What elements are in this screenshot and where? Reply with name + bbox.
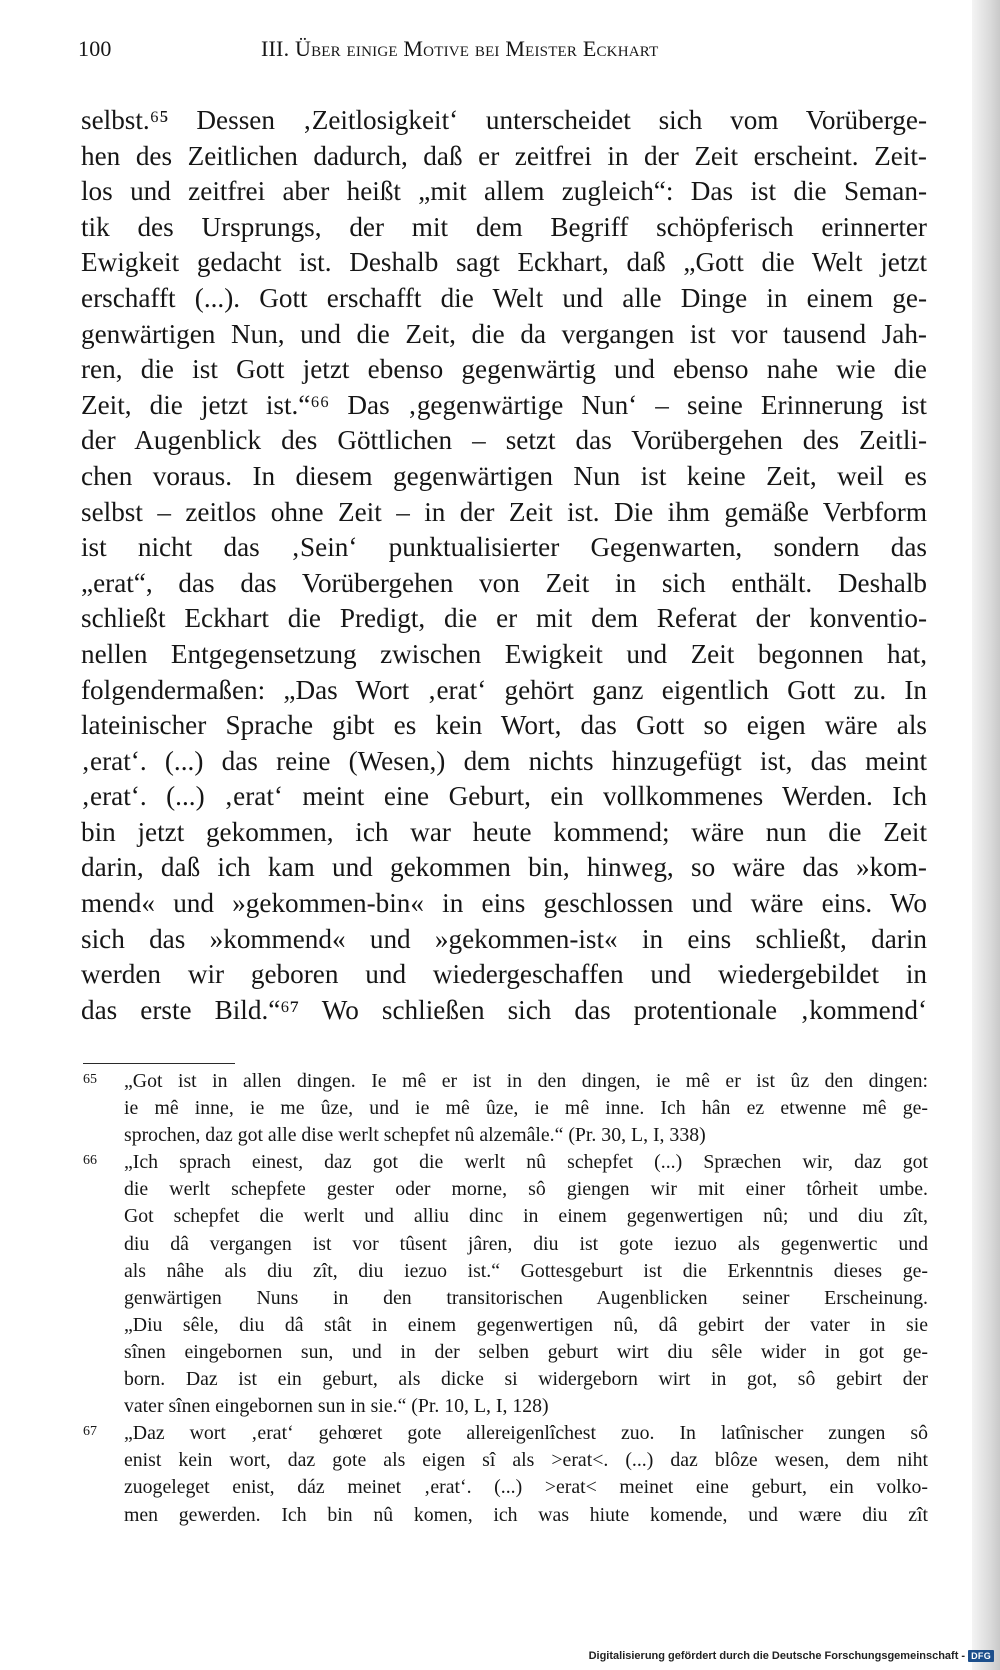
footnote xyxy=(83,1068,928,1149)
footnote-number: 65 xyxy=(83,1072,97,1087)
footnote-line: „Ich sprach einest, daz got die werlt nû schepfet (...) Spræchen wir, daz got xyxy=(124,1151,928,1174)
text-line: ist nicht das ‚Sein‘ punktualisierter Gegenwarten, sondern das xyxy=(81,532,927,563)
text-line: Ewigkeit gedacht ist. Deshalb sagt Eckhart, daß „Gott die Welt jetzt xyxy=(81,247,927,278)
text-line: chen voraus. In diesem gegenwärtigen Nun ist keine Zeit, weil es xyxy=(81,460,927,491)
text-line: hen des Zeitlichen dadurch, daß er zeitfrei in der Zeit erscheint. Zeit- xyxy=(81,140,927,171)
dfg-logo: DFG xyxy=(968,1650,994,1662)
text-line: ‚erat‘. (...) ‚erat‘ meint eine Geburt, ein vollkommenes Werden. Ich xyxy=(81,781,927,812)
footnotes xyxy=(83,1068,928,1529)
text-line: „erat“, das das Vorübergehen von Zeit in sich enthält. Deshalb xyxy=(81,567,927,598)
text-line: ‚erat‘. (...) das reine (Wesen,) dem nichts hinzugefügt ist, das meint xyxy=(81,745,927,776)
footnote-line: diu dâ vergangen ist vor tûsent jâren, diu ist gote iezuo als gegenwertic und xyxy=(124,1232,928,1255)
text-line: tik des Ursprungs, der mit dem Begriff schöpferisch erinnerter xyxy=(81,211,927,242)
footnote-line: genwärtigen Nuns in den transitorischen Augenblicken seiner Erscheinung. xyxy=(124,1286,928,1309)
footnote-line: sprochen, daz got alle dise werlt schepfet nû alzemâle.“ (Pr. 30, L, I, 338) xyxy=(124,1124,706,1147)
running-head: III. Über einige Motive bei Meister Eckhart xyxy=(261,36,659,61)
footnote-line: ie mê inne, ie me ûze, und ie mê ûze, ie mê inne. Ich hân ez etwenne mê ge- xyxy=(124,1097,928,1120)
footnote-line: men gewerden. Ich bin nû komen, ich was hiute komende, und wære diu zît xyxy=(124,1503,928,1526)
text-line: los und zeitfrei aber heißt „mit allem zugleich“: Das ist die Seman- xyxy=(81,176,927,207)
main-text xyxy=(81,103,927,1028)
text-line: Zeit, die jetzt ist.“⁶⁶ Das ‚gegenwärtige Nun‘ – seine Erinnerung ist xyxy=(81,389,927,420)
text-line: schließt Eckhart die Predigt, die er mit dem Referat der konventio- xyxy=(81,603,927,634)
text-line: genwärtigen Nun, und die Zeit, die da vergangen ist vor tausend Jah- xyxy=(81,318,927,349)
digitization-credit xyxy=(589,1650,994,1662)
page-edge-shadow xyxy=(972,0,1000,1670)
footnote xyxy=(83,1149,928,1420)
text-line: mend« und »gekommen-bin« in eins geschlossen und wäre eins. Wo xyxy=(81,888,927,919)
footnote-divider xyxy=(83,1063,235,1064)
footnote-number: 67 xyxy=(83,1424,97,1440)
page-number: 100 xyxy=(78,36,112,61)
footnote-line: als nâhe als diu zît, diu iezuo ist.“ Gottesgeburt ist die Erkenntnis dieses ge- xyxy=(124,1259,928,1282)
footnote-line: „Daz wort ‚erat‘ gehœret gote allereigenlîchest zuo. In latînischer zungen sô xyxy=(124,1422,928,1445)
text-line: folgendermaßen: „Das Wort ‚erat‘ gehört ganz eigentlich Gott zu. In xyxy=(81,674,927,705)
credit-text: Digitalisierung gefördert durch die Deutsche Forschungsgemeinschaft - xyxy=(588,1650,966,1662)
footnote-line: vater sînen eingebornen sun in sie.“ (Pr. 10, L, I, 128) xyxy=(124,1395,549,1418)
text-line: erschafft (...). Gott erschafft die Welt und alle Dinge in einem ge- xyxy=(81,282,927,313)
text-line: ren, die ist Gott jetzt ebenso gegenwärtig und ebenso nahe wie die xyxy=(81,354,927,385)
footnote-line: sînen eingebornen sun, und in der selben geburt wirt diu sêle wider in got ge- xyxy=(124,1340,928,1363)
text-line: der Augenblick des Göttlichen – setzt das Vorübergehen des Zeitli- xyxy=(81,425,927,456)
footnote-line: „Got ist in allen dingen. Ie mê er ist in den dingen, ie mê er ist ûz den dingen: xyxy=(124,1070,928,1092)
text-line: werden wir geboren und wiedergeschaffen und wiedergebildet in xyxy=(81,959,927,990)
text-line: darin, daß ich kam und gekommen bin, hinweg, so wäre das »kom- xyxy=(81,852,927,883)
text-line: sich das »kommend« und »gekommen-ist« in eins schließt, darin xyxy=(81,923,927,954)
footnote-number: 66 xyxy=(83,1153,97,1169)
text-line: selbst.⁶⁵ Dessen ‚Zeitlosigkeit‘ unterscheidet sich vom Vorüberge- xyxy=(81,105,927,135)
text-line: lateinischer Sprache gibt es kein Wort, das Gott so eigen wäre als xyxy=(81,710,927,741)
footnote-line: zuogeleget enist, dáz meinet ‚erat‘. (...) >erat< meinet eine geburt, ein volko- xyxy=(124,1476,928,1499)
text-line: bin jetzt gekommen, ich war heute kommend; wäre nun die Zeit xyxy=(81,816,927,847)
text-line: das erste Bild.“⁶⁷ Wo schließen sich das protentionale ‚kommend‘ xyxy=(81,994,927,1025)
page-header xyxy=(78,36,938,66)
footnote-line: Got schepfet die werlt und alliu dinc in einem gegenwertigen nû; und diu zît, xyxy=(124,1205,928,1228)
text-line: nellen Entgegensetzung zwischen Ewigkeit und Zeit begonnen hat, xyxy=(81,638,927,669)
footnote-line: born. Daz ist ein geburt, als dicke si widergeborn wirt in got, sô gebirt der xyxy=(124,1368,928,1391)
text-line: selbst – zeitlos ohne Zeit – in der Zeit ist. Die ihm gemäße Verbform xyxy=(81,496,927,527)
footnote-line: enist kein wort, daz gote als eigen sî als >erat<. (...) daz blôze wesen, dem niht xyxy=(124,1449,928,1472)
footnote-line: „Diu sêle, diu dâ stât in einem gegenwertigen nû, dâ gebirt der vater in sie xyxy=(124,1313,928,1336)
footnote-line: die werlt schepfete gester oder morne, sô giengen wir mit einer tôrheit umbe. xyxy=(124,1178,928,1201)
footnote xyxy=(83,1420,928,1528)
